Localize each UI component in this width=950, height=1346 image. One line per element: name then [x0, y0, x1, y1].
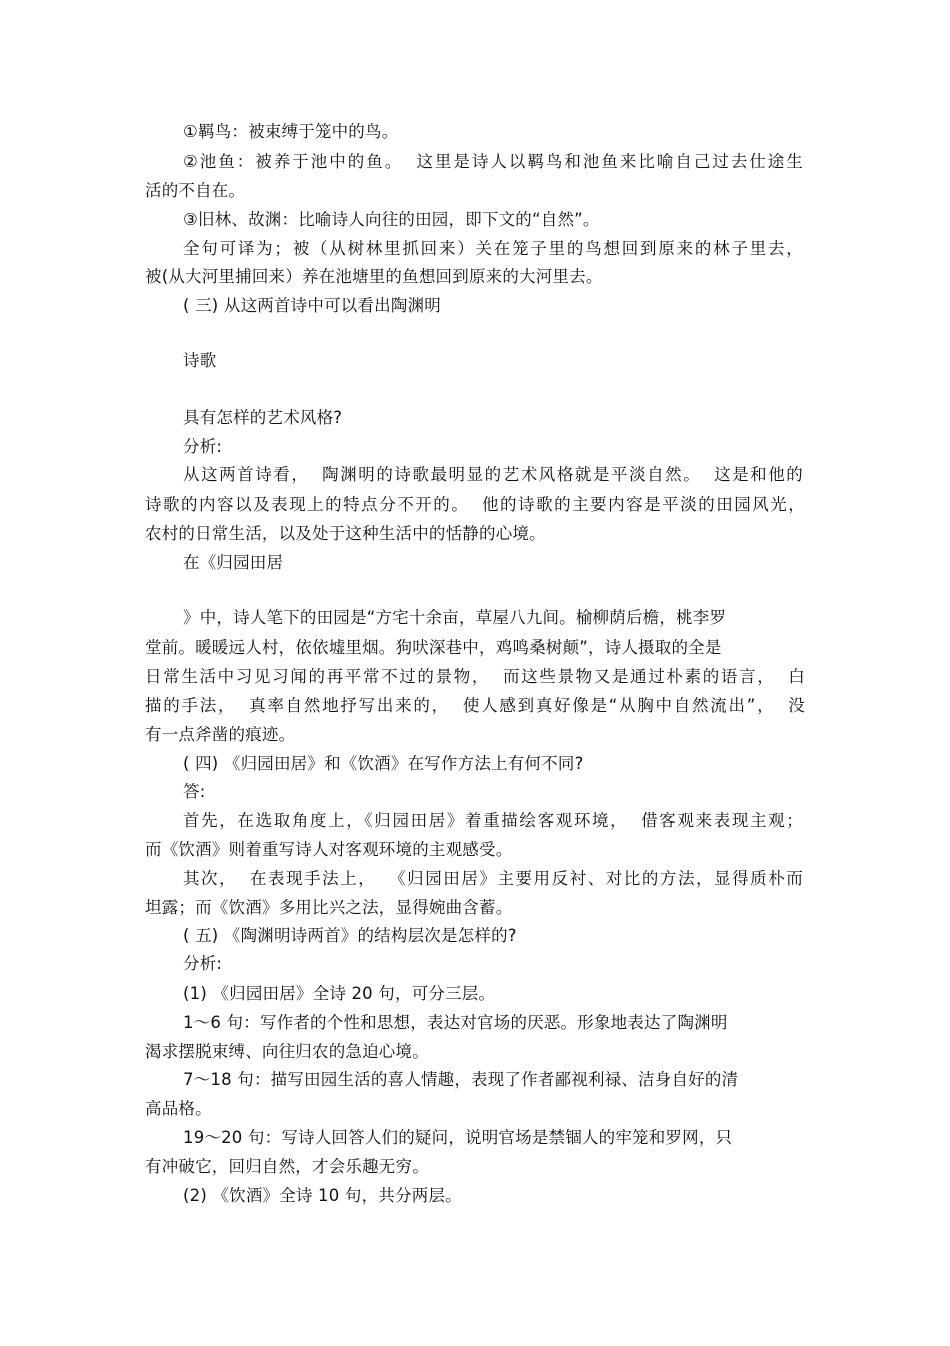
text-line: 》中，诗人笔下的田园是“方宅十余亩，草屋八九间。榆柳荫后檐，桃李罗 [183, 608, 727, 627]
text-line: ②池鱼：被养于池中的鱼。 这里是诗人以羁鸟和池鱼来比喻自己过去仕途生 [183, 152, 803, 171]
text-line: 7～18 句：描写田园生活的喜人情趣，表现了作者鄙视利禄、洁身自好的清 [183, 1070, 739, 1089]
text-line: 分析: [183, 954, 223, 973]
text-line: 活的不自在。 [145, 181, 246, 200]
text-line: 而《饮酒》则着重写诗人对客观环境的主观感受。 [145, 840, 513, 859]
text-line: 坦露；而《饮酒》多用比兴之法，显得婉曲含蓄。 [145, 898, 513, 917]
section-heading: ( 四) 《归园田居》和《饮酒》在写作方法上有何不同? [183, 754, 584, 773]
text-line: 描的手法， 真率自然地抒写出来的， 使人感到真好像是“从胸中自然流出”， 没 [145, 696, 805, 715]
text-line: 首先，在选取角度上，《归园田居》着重描绘客观环境， 借客观来表现主观； [183, 811, 803, 830]
text-line: 有冲破它，回归自然，才会乐趣无穷。 [145, 1157, 429, 1176]
text-line: 被(从大河里捕回来）养在池塘里的鱼想回到原来的大河里去。 [145, 267, 603, 286]
text-line: 答: [183, 782, 206, 801]
text-line: 诗歌 [183, 351, 217, 370]
text-line: 诗歌的内容以及表现上的特点分不开的。 他的诗歌的主要内容是平淡的田园风光， [145, 495, 805, 514]
text-line: 具有怎样的艺术风格? [183, 408, 343, 427]
text-line: 从这两首诗看， 陶渊明的诗歌最明显的艺术风格就是平淡自然。 这是和他的 [183, 465, 803, 484]
text-line: 其次， 在表现手法上， 《归园田居》主要用反衬、对比的方法，显得质朴而 [183, 869, 803, 888]
text-line: 日常生活中习见习闻的再平常不过的景物， 而这些景物又是通过朴素的语言， 白 [145, 667, 805, 686]
text-line: 渴求摆脱束缚、向往归农的急迫心境。 [145, 1042, 429, 1061]
text-line: (1) 《归园田居》全诗 20 句，可分三层。 [183, 984, 496, 1003]
text-line: ①羁鸟：被束缚于笼中的鸟。 [183, 122, 399, 141]
text-line: 19～20 句：写诗人回答人们的疑问，说明官场是禁锢人的牢笼和罗网，只 [183, 1128, 733, 1147]
text-line: 1～6 句：写作者的个性和思想，表达对官场的厌恶。形象地表达了陶渊明 [183, 1013, 728, 1032]
text-line: 有一点斧凿的痕迹。 [145, 725, 296, 744]
text-line: 高品格。 [145, 1099, 212, 1118]
text-line: (2) 《饮酒》全诗 10 句，共分两层。 [183, 1186, 462, 1205]
section-heading: ( 三) 从这两首诗中可以看出陶渊明 [183, 296, 441, 315]
text-line: 堂前。暖暖远人村，依依墟里烟。狗吠深巷中，鸡鸣桑树颠”，诗人摄取的全是 [145, 638, 722, 657]
text-line: ③旧林、故渊：比喻诗人向往的田园，即下文的“自然”。 [183, 210, 600, 229]
text-line: 在《归园田居 [183, 553, 284, 572]
text-line: 分析: [183, 437, 223, 456]
section-heading: ( 五) 《陶渊明诗两首》的结构层次是怎样的? [183, 926, 517, 945]
text-line: 农村的日常生活，以及处于这种生活中的恬静的心境。 [145, 524, 546, 543]
text-line: 全句可译为；被（从树林里抓回来）关在笼子里的鸟想回到原来的林子里去， [183, 239, 803, 258]
